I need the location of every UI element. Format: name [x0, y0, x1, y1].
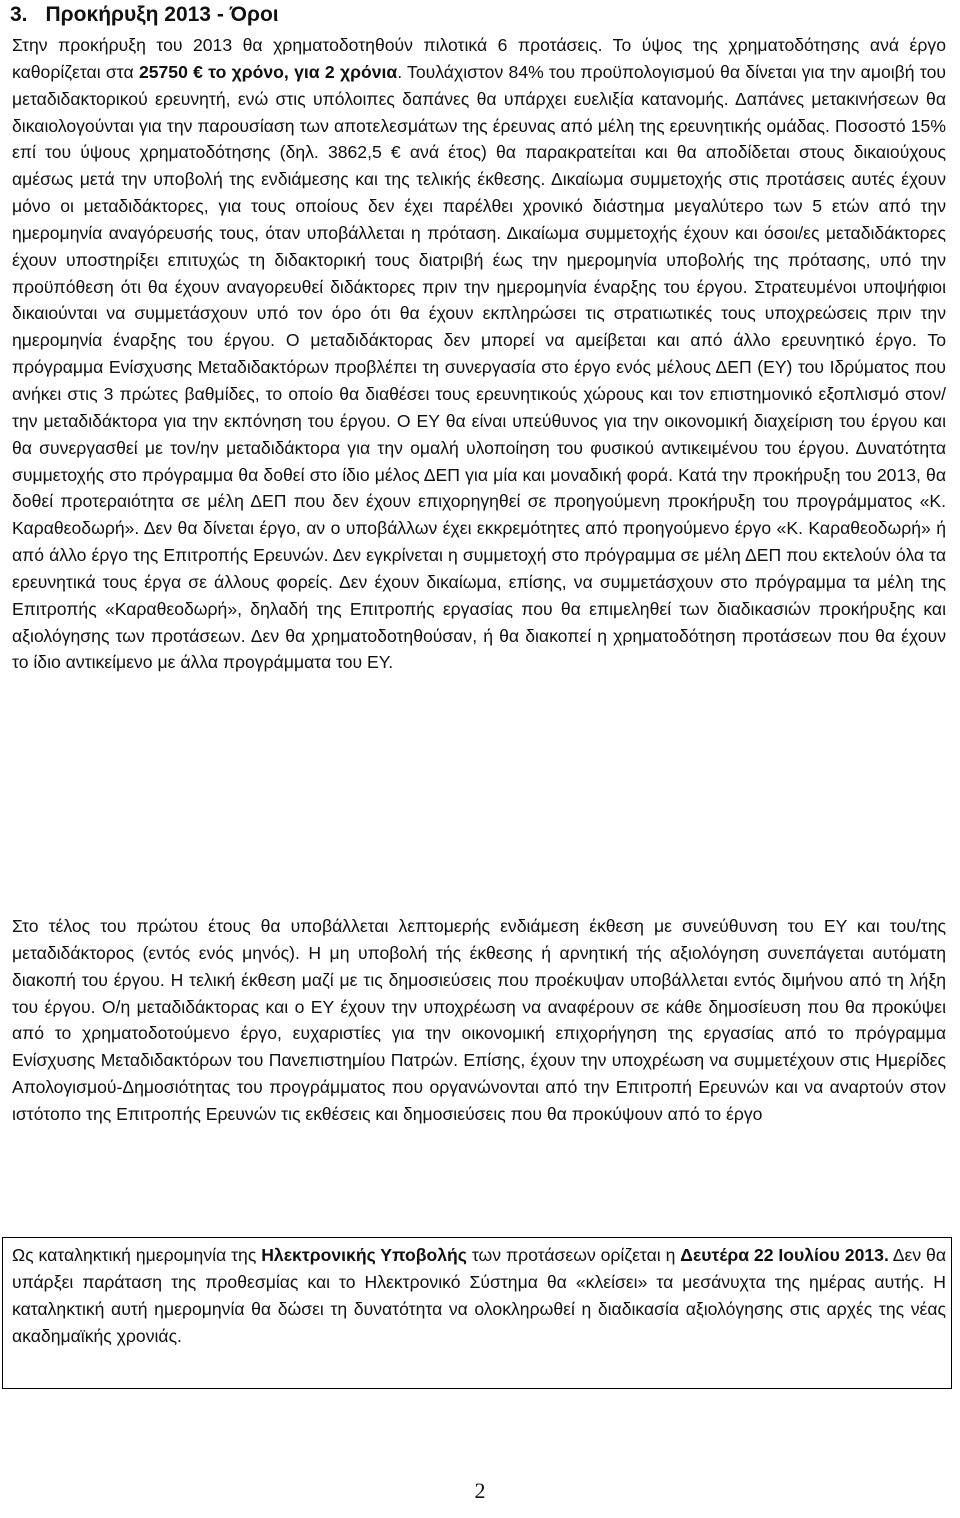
deadline-box [2, 1237, 952, 1389]
section-heading [10, 2, 279, 28]
terms-paragraph [12, 32, 946, 676]
reporting-paragraph: Στο τέλος του πρώτου έτους θα υποβάλλεται λεπτομερής ενδιάμεση έκθεση με συνεύθυνση του ΕΥ και του/της μεταδιδάκτορος (εντός ενός μηνός). Η μη υποβολή τής έκθεσης ή αρνητική τής αξιολόγηση συνεπάγεται αυτόματη διακοπή του έργου. Η τελική έκθεση μαζί με τις δημοσιεύσεις που προέκυψαν υποβάλλεται εντός διμήνου από τη λήξη του έργου. Ο/η μεταδιδάκτορας και ο ΕΥ έχουν την υποχρέωση να αναφέρουν σε κάθε δημοσίευση που θα προκύψει από το χρηματοδοτούμενο έργο, ευχαριστίες για την οικονομική επιχορήγηση της εργασίας από το πρόγραμμα Ενίσχυσης Μεταδιδακτόρων του Πανεπιστημίου Πατρών. Επίσης, έχουν την υποχρέωση να συμμετέχουν στις Ημερίδες Απολογισμού-Δημοσιότητας του προγράμματος που οργανώνονται από την Επιτροπή Ερευνών και να αναρτούν στον ιστότοπο της Επιτροπής Ερευνών τις εκθέσεις και δημοσιεύσεις που θα προκύψουν από το έργο [12, 916, 946, 1124]
deadline-text-2: των προτάσεων ορίζεται η [466, 1245, 681, 1265]
terms-text-part-1: Στην προκήρυξη του 2013 θα χρηματοδοτηθούν πιλοτικά 6 προτάσεις. Το ύψος της χρηματοδότησης ανά έργο καθορίζεται στα [12, 35, 946, 82]
terms-text-part-2: . Τουλάχιστον 84% του προϋπολογισμού θα δίνεται για την αμοιβή του μεταδιδακτορικού ερευνητή, ενώ στις υπόλοιπες δαπάνες θα υπάρχει ευελιξία κατανομής. Δαπάνες μετακινήσεων θα δικαιολογούνται για την παρουσίαση των αποτελεσμάτων της έρευνας από μέλη της ερευνητικής ομάδας. Ποσοστό 15% επί του ύψους χρηματοδότησης (δηλ. 3862,5 € ανά έτος) θα παρακρατείται και θα αποδίδεται στους δικαιούχους αμέσως μετά την υποβολή της ενδιάμεσης και της τελικής έκθεσης. Δικαίωμα συμμετοχής στις προτάσεις αυτές έχουν μόνο οι μεταδιδάκτορες, για τους οποίους δεν έχει παρέλθει χρονικό διάστημα μεγαλύτερο των 5 ετών από την ημερομηνία αναγόρευσής τους, όταν υποβάλλεται η πρόταση. Δικαίωμα συμμετοχής έχουν και όσοι/ες μεταδιδάκτορες έχουν υποστηρίξει επιτυχώς τη διδακτορική τους διατριβή έως την ημερομηνία υποβολής της πρότασης, υπό την προϋπόθεση ότι θα έχουν αναγορευθεί διδάκτορες πριν την ημερομηνία έναρξης του έργου. Στρατευμένοι υποψήφιοι δικαιούνται να συμμετάσχουν υπό τον όρο ότι θα έχουν εκπληρώσει τις στρατιωτικές τους υποχρεώσεις πριν την ημερομηνία έναρξης του έργου. Ο μεταδιδάκτορας δεν μπορεί να αμείβεται και από άλλο ερευνητικό έργο. Το πρόγραμμα Ενίσχυσης Μεταδιδακτόρων προβλέπει τη συνεργασία στο έργο ενός μέλους ΔΕΠ (ΕΥ) του Ιδρύματος που ανήκει στις 3 πρώτες βαθμίδες, το οποίο θα διαθέσει τους ερευνητικούς χώρους και τον επιστημονικό εξοπλισμό στον/την μεταδιδάκτορα για την εκπόνηση του έργου. Ο ΕΥ θα είναι υπεύθυνος για την οικονομική διαχείριση του έργου και θα συνεργασθεί με τον/ην μεταδιδάκτορα για την ομαλή υλοποίηση του φυσικού αντικειμένου του έργου. Δυνατότητα συμμετοχής στο πρόγραμμα θα δοθεί στο ίδιο μέλος ΔΕΠ για μία και μοναδική φορά. Κατά την προκήρυξη του 2013, θα δοθεί προτεραιότητα σε μέλη ΔΕΠ που δεν έχουν επιχορηγηθεί σε προηγούμενη προκήρυξη του προγράμματος «Κ. Καραθεοδωρή». Δεν θα δίνεται έργο, αν ο υποβάλλων έχει εκκρεμότητες από προηγούμενο έργο «Κ. Καραθεοδωρή» ή από άλλο έργο της Επιτροπής Ερευνών. Δεν εγκρίνεται η συμμετοχή στο πρόγραμμα σε μέλη ΔΕΠ που εκτελούν όλα τα ερευνητικά τους έργα σε άλλους φορείς. Δεν έχουν δικαίωμα, επίσης, να συμμετάσχουν στο πρόγραμμα τα μέλη της Επιτροπής «Καραθεοδωρή», δηλαδή της Επιτροπής εργασίας που θα επιμεληθεί των διαδικασιών προκήρυξης και αξιολόγησης των προτάσεων. Δεν θα χρηματοδοτηθούσαν, ή θα διακοπεί η χρηματοδότηση προτάσεων που θα έχουν το ίδιο αντικείμενο με άλλα προγράμματα του ΕΥ. [12, 61, 946, 673]
page-number: 2 [474, 1478, 486, 1503]
section-number: 3. [10, 3, 28, 26]
deadline-text-1: Ως καταληκτική ημερομηνία της [12, 1245, 262, 1265]
section-title: Προκήρυξη 2013 - Όροι [45, 3, 279, 26]
funding-amount-bold: 25750 € το χρόνο, για 2 χρόνια [138, 61, 398, 82]
deadline-paragraph [12, 1242, 946, 1349]
electronic-submission-bold: Ηλεκτρονικής Υποβολής [261, 1245, 467, 1265]
deadline-date-bold: Δευτέρα 22 Ιουλίου 2013. [680, 1245, 889, 1265]
deadline-text-3: Δεν θα υπάρξει παράταση της προθεσμίας και το Ηλεκτρονικό Σύστημα θα «κλείσει» τα μεσάνυχτα της ημέρας αυτής. Η καταληκτική αυτή ημερομηνία θα δώσει τη δυνατότητα να ολοκληρωθεί η διαδικασία αξιολόγησης στις αρχές της νέας ακαδημαϊκής χρονιάς. [12, 1245, 947, 1346]
